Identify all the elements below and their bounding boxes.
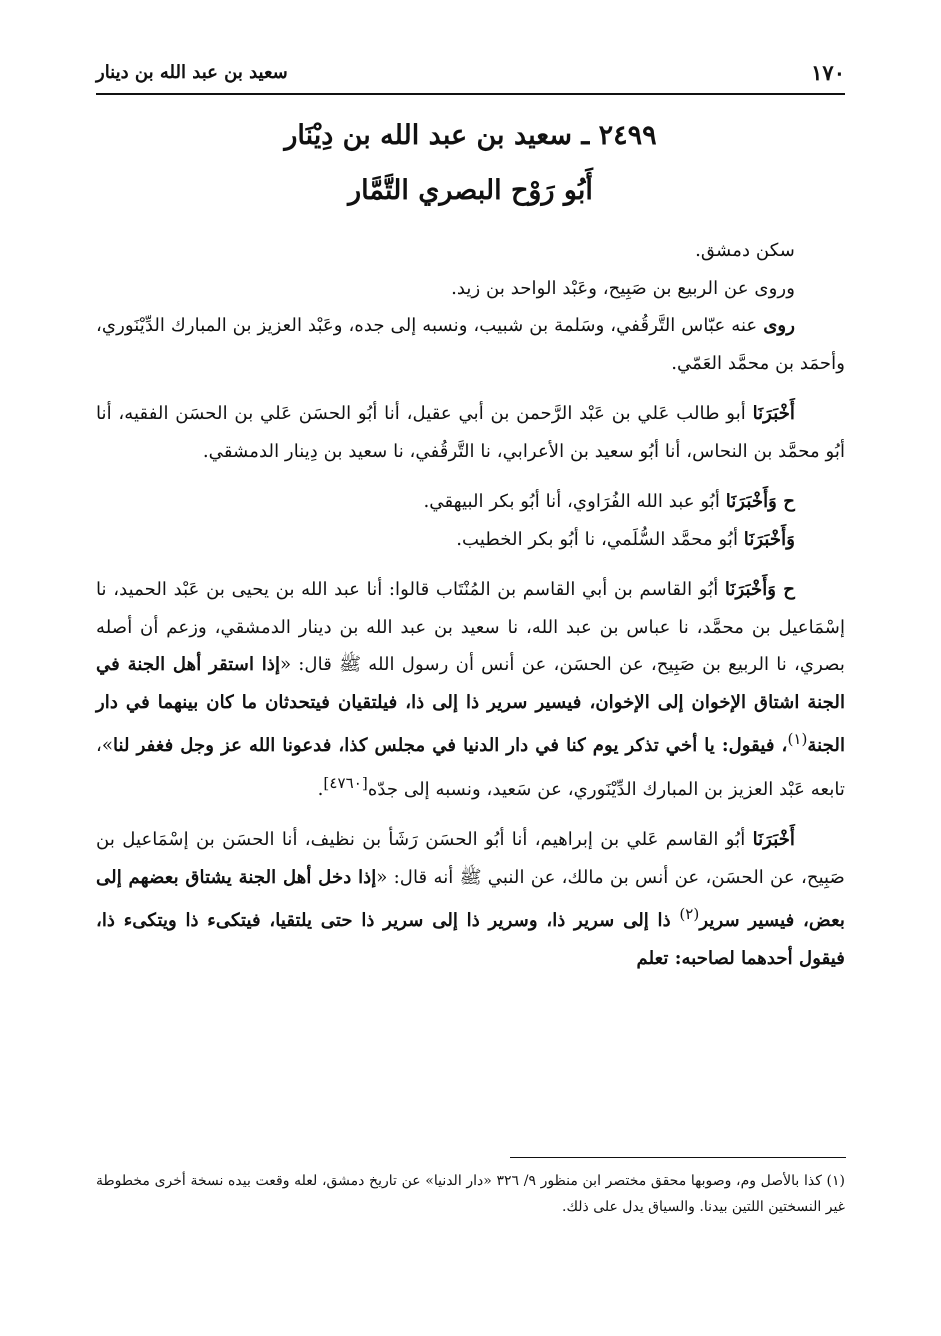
main-text [96,232,845,977]
paragraph-6-text: أبُو محمَّد السُّلَمي، نا أبُو بكر الخطيب. [456,528,744,550]
paragraph-8-text: أبُو القاسم عَلي بن إبراهيم، أنا أبُو الحسَن رَشَأ بن نظيف، أنا الحسَن بن إسْمَاعيل بن صَبِيح، عن الحسَن، عن أنس بن مالك، عن النبي ﷺ أنه قال: « [96,829,845,888]
paragraph-7-text: أبُو القاسم بن أبي القاسم بن المُنْتَاب قالوا: أنا عبد الله بن يحيى بن عَبْد الحميد، نا إسْمَاعيل بن محمَّد، نا عباس بن عبد الله، نا سعيد بن عبد الله بن دينار الدمشقي، وزعم أن أصله بصري، نا الربيع بن صَبِيح، عن الحسَن، عن أنس أن رسول الله ﷺ قال: « [96,579,845,675]
paragraph-7 [96,571,845,808]
paragraph-3-text: عنه عبّاس التَّرقُفي، وسَلمة بن شبيب، ونسبه إلى جده، وعَبْد العزيز بن المبارك الدِّيْنَوري، وأحمَد بن محمَّد العَمّي. [96,315,845,374]
paragraph-6 [96,521,845,559]
keyword-wa-akhbarana: وَأَخْبَرَنَا [725,491,777,512]
paragraph-2 [96,270,845,308]
hadith-quote: إذا استقر أهل الجنة في الجنة اشتاق الإخوان إلى الإخوان، فيسير سرير ذا إلى ذا، فيلتقيان فيتحدثان ما كان بينهما في دار الجنة [96,654,845,757]
keyword-rawa: روى [763,315,795,336]
paragraph-1 [96,232,845,270]
ha-marker: ح [776,491,795,512]
paragraph-5 [96,483,845,521]
paragraph-4-text: أبو طالب عَلي بن عَبْد الرَّحمن بن أبي عقيل، أنا أبُو الحسَن عَلي بن الحسَن الفقيه، أنا أبُو محمَّد بن النحاس، أنا أبُو سعيد بن الأعرابي، نا التَّرقُفي، نا سعيد بن دِينار الدمشقي. [96,403,845,462]
keyword-akhbarana: أَخْبَرَنَا [752,403,795,424]
ha-marker: ح [776,579,795,600]
page-number: ١٧٠ [811,60,845,85]
keyword-wa-akhbarana: وَأَخْبَرَنَا [743,528,795,550]
hadith-quote-cont: ، فيقول: يا أخي تذكر يوم كنا في دار الدنيا في مجلس كذا، فدعونا الله عز وجل فغفر لنا [113,735,788,757]
reference-number: [٤٧٦٠] [323,773,368,792]
hadith-quote-cont: ذا إلى سرير ذا، وسرير ذا إلى سرير ذا حتى يلتقيا، فيتكىء ذا ويتكىء ذا، فيقول أحدهما لصاحبه: تعلم [96,910,845,969]
footnote-rule [510,1157,846,1158]
header-rule [96,93,845,95]
paragraph-4 [96,395,845,470]
footnotes [96,1168,845,1220]
paragraph-8 [96,821,845,977]
paragraph-3 [96,307,845,382]
keyword-akhbarana: أَخْبَرَنَا [752,829,795,851]
entry-title: ٢٤٩٩ ـ سعيد بن عبد الله بن دِيْنَار [284,120,657,151]
paragraph-2-text: وروى عن الربيع بن صَبِيح، وعَبْد الواحد بن زيد. [451,277,795,299]
paragraph-1-text: سكن دمشق. [695,240,795,261]
paragraph-7-tail: »، تابعه عَبْد العزيز بن المبارك الدِّيْنَوري، عن سَعيد، ونسبه إلى جدّه [96,735,845,800]
entry-subtitle: أَبُو رَوْح البصري التَّمَّار [348,175,593,206]
paragraph-7-end: . [317,778,324,800]
footnote-marker-1: (١) [787,730,808,748]
footnote-marker-2: (٢) [679,905,700,924]
hadith-quote: إذا دخل أهل الجنة يشتاق بعضهم إلى بعض، فيسير سرير [96,866,845,932]
running-title: سعيد بن عبد الله بن دينار [96,62,288,83]
keyword-wa-akhbarana: وَأَخْبَرَنَا [724,579,777,600]
paragraph-5-text: أبُو عبد الله الفُرَاوي، أنا أبُو بكر البيهقي. [423,491,726,512]
footnote-1: (١) كذا بالأصل وم، وصوبها محقق مختصر ابن منظور ٩/ ٣٢٦ «دار الدنيا» عن تاريخ دمشق، لعله وقعت بيده نسخة أخرى مخطوطة غير النسختين اللتين بيدنا. والسياق يدل على ذلك. [96,1173,845,1215]
page-header [96,60,845,88]
